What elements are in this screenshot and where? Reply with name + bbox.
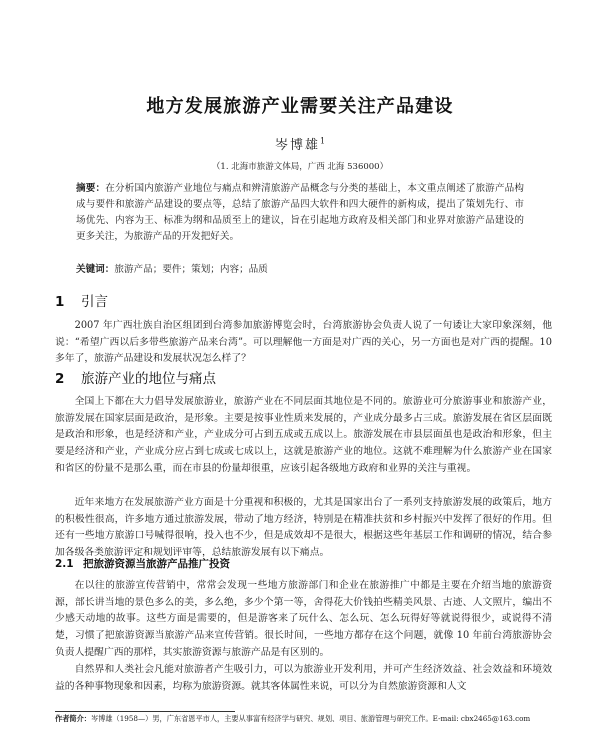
subsection-title-2-1: 把旅游资源当旅游产品推广投资: [83, 558, 230, 570]
subsection-2-1-paragraph-1: 在以往的旅游宣传营销中，常常会发现一些地方旅游部门和企业在旅游推广中都是主要在介绍当地的旅游资源，部长讲当地的景色多么的美，多么绝，多少个第一等，舍得花大价钱拍些精美风景、古迹、人文照片，编出不少感天动地的故事。这些方面是需要的，但是游客来了玩什么、怎么玩、怎么玩得好等就说得很少，或说得不清楚，习惯了把旅游资源当旅游产品来宣传营销。很长时间，一些地方都存在这个问题，就像 10 年前台湾旅游协会负责人提醒广西的那样，其实旅游资源与旅游产品是有区别的。: [55, 580, 552, 658]
footnote-label: 作者简介：: [55, 714, 91, 723]
section-number-2: 2: [55, 371, 65, 387]
footnote-text: 岑博雄（1958—）男，广东省恩平市人，主要从事富有经济学与研究、规划、项目、旅游管理与研究工作。E-mail: cbx2465@163.com: [90, 714, 531, 723]
author-affiliation-mark: 1: [319, 136, 326, 146]
section-1-paragraph: 2007 年广西壮族自治区组团到台湾参加旅游博览会时，台湾旅游协会负责人说了一句诿让大家印象深刻，他说：“希望广西以后多带些旅游产品来台湾”。可以理解他一方面是对广西的关心，另一方面也是对广西的提醒。10 多年了，旅游产品建设和发展状况怎么样了？: [55, 320, 552, 365]
subsection-heading-2-1: [55, 556, 230, 571]
section-title-1: 引言: [81, 294, 108, 310]
section-heading-2: [55, 367, 216, 387]
author-line: [0, 134, 600, 153]
abstract: [76, 181, 524, 245]
subsection-2-1-paragraph-2: 自然界和人类社会凡能对旅游者产生吸引力，可以为旅游业开发利用，并可产生经济效益、社会效益和环境效益的各种事物现象和因素，均称为旅游资源。就其客体属性来说，可以分为自然旅游资源和人文: [55, 664, 552, 692]
abstract-text: 在分析国内旅游产业地位与痛点和辨清旅游产品概念与分类的基础上，本文重点阐述了旅游产品构成与要件和旅游产品建设的要点等，总结了旅游产品四大软件和四大硬件的新构成，提出了策划先行、市场优先、内容为王、标准为纲和品质至上的建议，旨在引起地方政府及相关部门和业界对旅游产品建设的更多关注，为旅游产品的开发把好关。: [76, 183, 525, 242]
author-footnote: [55, 713, 552, 724]
keywords-label: 关键词：: [76, 264, 115, 275]
author-affiliation: （1. 北海市旅游文体局，广西 北海 536000）: [211, 162, 389, 172]
paper-title: 地方发展旅游产业需要关注产品建设: [146, 96, 454, 117]
subsection-number-2-1: 2.1: [55, 558, 74, 570]
section-number-1: 1: [55, 294, 65, 310]
keywords-text: 旅游产品；要件；策划；内容；品质: [114, 264, 268, 275]
abstract-label: 摘要：: [76, 183, 106, 194]
section-heading-1: [55, 290, 108, 310]
section-title-2: 旅游产业的地位与痛点: [81, 371, 216, 387]
keywords: [76, 262, 524, 278]
section-2-paragraph-1: 全国上下都在大力倡导发展旅游业，旅游产业在不同层面其地位是不同的。旅游业可分旅游事业和旅游产业，旅游发展在国家层面是政治，是形象。主要是按事业性质来发展的，产业成分最多占三成。旅游发展在省区层面既是政治和形象，也是经济和产业，产业成分可占到五成或五成以上。旅游发展在市县层面虽也是政治和形象，但主要是经济和产业，产业成分应占到七成或七成以上，这就是旅游产业的地位。这就不难理解为什么旅游产业在国家和省区的份量不是那么重，而在市县的份量却很重，应该引起各级地方政府和业界的关注与重视。: [55, 396, 552, 474]
footnote-divider: [55, 711, 235, 712]
author-name: 岑博雄: [274, 138, 320, 153]
section-2-paragraph-2: 近年来地方在发展旅游产业方面是十分重视和积极的，尤其是国家出台了一系列支持旅游发展的政策后，地方的积极性很高，许多地方通过旅游发展，带动了地方经济，特别是在精准扶贫和乡村振兴中发挥了很好的作用。但还有一些地方旅游口号喊得很响，投入也不少，但是成效却不是很大，根据这些年基层工作和调研的情况，结合参加各级各类旅游评定和规划评审等，总结旅游发展有以下痛点。: [55, 497, 552, 559]
